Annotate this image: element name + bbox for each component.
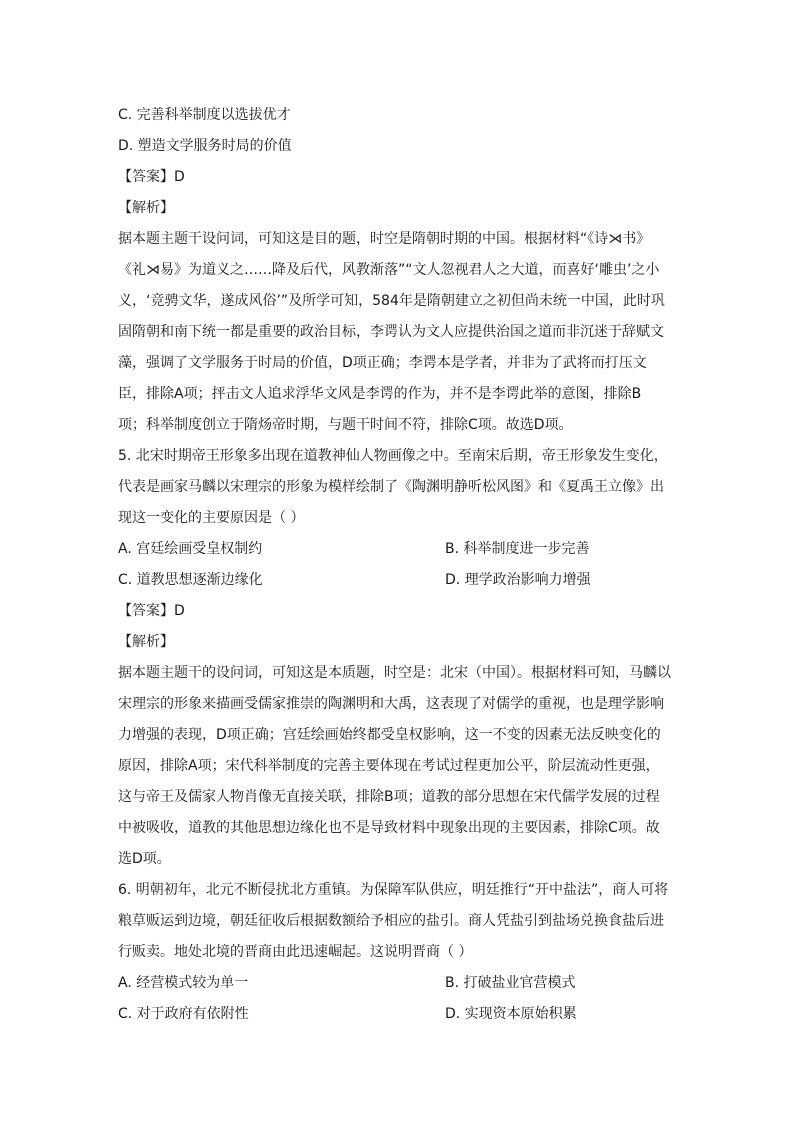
q6-stem-line: 6. 明朝初年，北元不断侵扰北方重镇。为保障军队供应，明廷推行“开中盐法”，商人可将 (118, 882, 669, 898)
q6-option-c: C. 对于政府有依附性 (118, 1006, 249, 1022)
q5-option-a: A. 宫廷绘画受皇权制约 (118, 541, 263, 557)
q5-analysis-line: 据本题主题干的设问词，可知这是本质题，时空是：北宋（中国）。根据材料可知，马麟以 (118, 665, 671, 681)
q5-stem-line: 现这一变化的主要原因是（ ） (118, 510, 305, 526)
q5-answer: 【答案】D (118, 603, 185, 619)
q4-option-d: D. 塑造文学服务时局的价值 (118, 138, 292, 154)
q4-analysis-line: 项；科举制度创立于隋炀帝时期，与题干时间不符，排除C项。故选D项。 (118, 417, 573, 433)
q5-analysis-line: 宋理宗的形象来描画受儒家推崇的陶渊明和大禹，这表现了对儒学的重视，也是理学影响 (118, 696, 664, 712)
q5-analysis-line: 中被吸收，道教的其他思想边缘化也不是导致材料中现象出现的主要因素，排除C项。故 (118, 820, 660, 836)
q5-analysis-line: 选D项。 (118, 851, 171, 867)
q4-analysis-line: 义，‘竞骋文华，遂成风俗’”及所学可知，584年是隋朝建立之初但尚未统一中国，此时巩 (118, 293, 665, 309)
q5-options-row-2 (118, 565, 678, 596)
q6-options-row-1 (118, 968, 678, 999)
q4-analysis-line: 固隋朝和南下统一都是重要的政治目标，李谔认为文人应提供治国之道而非沉迷于辞赋文 (118, 324, 664, 340)
document-page (118, 100, 678, 1030)
q5-stem-line: 代表是画家马麟以宋理宗的形象为模样绘制了《陶渊明静听松风图》和《夏禹王立像》出 (118, 479, 664, 495)
q4-analysis-label: 【解析】 (118, 200, 174, 216)
q6-option-a: A. 经营模式较为单一 (118, 975, 249, 991)
q6-stem-line: 粮草贩运到边境，朝廷征收后根据数额给予相应的盐引。商人凭盐引到盐场兑换食盐后进 (118, 913, 664, 929)
q5-analysis-label: 【解析】 (118, 634, 174, 650)
q4-analysis-line: 《礼⋊易》为道义之……降及后代，风教渐落”“文人忽视君人之大道，而喜好‘雕虫’之小 (118, 262, 660, 278)
q5-option-d: D. 理学政治影响力增强 (445, 572, 591, 588)
q5-analysis-line: 原因，排除A项；宋代科举制度的完善主要体现在考试过程更加公平，阶层流动性更强， (118, 758, 660, 774)
q4-analysis-line: 藻，强调了文学服务于时局的价值，D项正确；李谔本是学者，并非为了武将而打压文 (118, 355, 647, 371)
q5-stem-line: 5. 北宋时期帝王形象多出现在道教神仙人物画像之中。至南宋后期，帝王形象发生变化， (118, 448, 668, 464)
q5-option-b: B. 科举制度进一步完善 (445, 541, 590, 557)
q6-options-row-2 (118, 999, 678, 1030)
q6-option-b: B. 打破盐业官营模式 (445, 975, 576, 991)
q6-option-d: D. 实现资本原始积累 (445, 1006, 577, 1022)
q5-analysis-line: 力增强的表现，D项正确；宫廷绘画始终都受皇权影响，这一不变的因素无法反映变化的 (118, 727, 661, 743)
q4-answer: 【答案】D (118, 169, 185, 185)
q5-option-c: C. 道教思想逐渐边缘化 (118, 572, 263, 588)
q6-stem-line: 行贩卖。地处北境的晋商由此迅速崛起。这说明晋商（ ） (118, 944, 473, 960)
q4-analysis-line: 臣，排除A项；抨击文人追求浮华文风是李谔的作为，并不是李谔此举的意图，排除B (118, 386, 642, 402)
q4-option-c: C. 完善科举制度以选拔优才 (118, 107, 291, 123)
q5-options-row-1 (118, 534, 678, 565)
q4-analysis-line: 据本题主题干设问词，可知这是目的题，时空是隋朝时期的中国。根据材料“《诗⋊书》 (118, 231, 651, 247)
q5-analysis-line: 这与帝王及儒家人物肖像无直接关联，排除B项；道教的部分思想在宋代儒学发展的过程 (118, 789, 660, 805)
